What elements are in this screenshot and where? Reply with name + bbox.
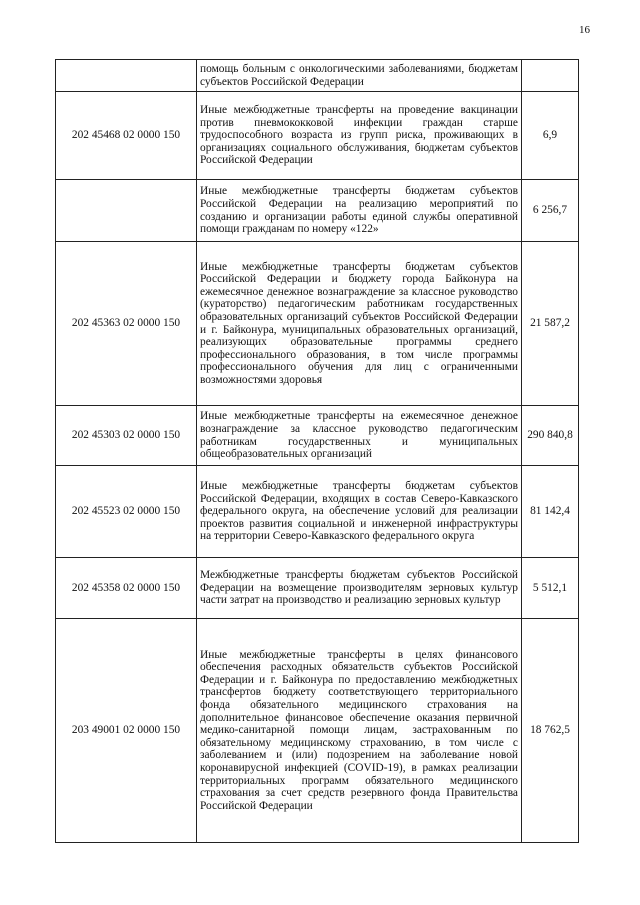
budget-code-cell: 203 49001 02 0000 150 [56, 619, 197, 843]
amount-cell [522, 60, 579, 92]
table-row [56, 466, 579, 558]
page-number: 16 [579, 24, 590, 36]
description-cell: Межбюджетные трансферты бюджетам субъектов Российской Федерации на возмещение производителям зерновых культур части затрат на производство и реализацию зерновых культур [197, 558, 522, 619]
amount-cell: 6,9 [522, 92, 579, 180]
description-cell: Иные межбюджетные трансферты в целях финансового обеспечения расходных обязательств субъектов Российской Федерации и г. Байконура по предоставлению межбюджетных трансфертов бюджету соответствующего территориального фонда обязательного медицинского страхования на дополнительное финансовое обеспечение оказания первичной медико-санитарной помощи лицам, застрахованным по обязательному медицинскому страхованию, в том числе с заболеванием и (или) подозрением на заболевание новой коронавирусной инфекцией (COVID-19), в рамках реализации территориальных программ обязательного медицинского страхования за счет средств резервного фонда Правительства Российской Федерации [197, 619, 522, 843]
description-cell: помощь больным с онкологическими заболеваниями, бюджетам субъектов Российской Федерации [197, 60, 522, 92]
budget-code-cell [56, 180, 197, 242]
description-cell: Иные межбюджетные трансферты бюджетам субъектов Российской Федерации на реализацию мероприятий по созданию и организации работы единой службы оперативной помощи гражданам по номеру «122» [197, 180, 522, 242]
budget-code-cell [56, 60, 197, 92]
table-row [56, 60, 579, 92]
amount-cell: 5 512,1 [522, 558, 579, 619]
description-cell: Иные межбюджетные трансферты на ежемесячное денежное вознаграждение за классное руководство педагогическим работникам государственных и муниципальных общеобразовательных организаций [197, 406, 522, 466]
table-row [56, 558, 579, 619]
description-cell: Иные межбюджетные трансферты на проведение вакцинации против пневмококковой инфекции граждан старше трудоспособного возраста из групп риска, проживающих в организациях социального обслуживания, бюджетам субъектов Российской Федерации [197, 92, 522, 180]
amount-cell: 290 840,8 [522, 406, 579, 466]
amount-cell: 21 587,2 [522, 242, 579, 406]
amount-cell: 6 256,7 [522, 180, 579, 242]
budget-code-cell: 202 45358 02 0000 150 [56, 558, 197, 619]
table-row [56, 242, 579, 406]
budget-transfers-table [55, 59, 579, 843]
amount-cell: 18 762,5 [522, 619, 579, 843]
amount-cell: 81 142,4 [522, 466, 579, 558]
budget-code-cell: 202 45363 02 0000 150 [56, 242, 197, 406]
budget-code-cell: 202 45303 02 0000 150 [56, 406, 197, 466]
table-row [56, 406, 579, 466]
budget-code-cell: 202 45523 02 0000 150 [56, 466, 197, 558]
table-row [56, 619, 579, 843]
description-cell: Иные межбюджетные трансферты бюджетам субъектов Российской Федерации и бюджету города Байконура на ежемесячное денежное вознаграждение за классное руководство (кураторство) педагогическим работникам государственных образовательных организаций субъектов Российской Федерации и г. Байконура, муниципальных образовательных организаций, реализующих образовательные программы среднего профессионального образования, в том числе программы профессионального обучения для лиц с ограниченными возможностями здоровья [197, 242, 522, 406]
budget-code-cell: 202 45468 02 0000 150 [56, 92, 197, 180]
table-row [56, 180, 579, 242]
description-cell: Иные межбюджетные трансферты бюджетам субъектов Российской Федерации, входящих в состав Северо-Кавказского федерального округа, на обеспечение условий для реализации проектов развития социальной и инженерной инфраструктуры на территории Северо-Кавказского федерального округа [197, 466, 522, 558]
table-row [56, 92, 579, 180]
